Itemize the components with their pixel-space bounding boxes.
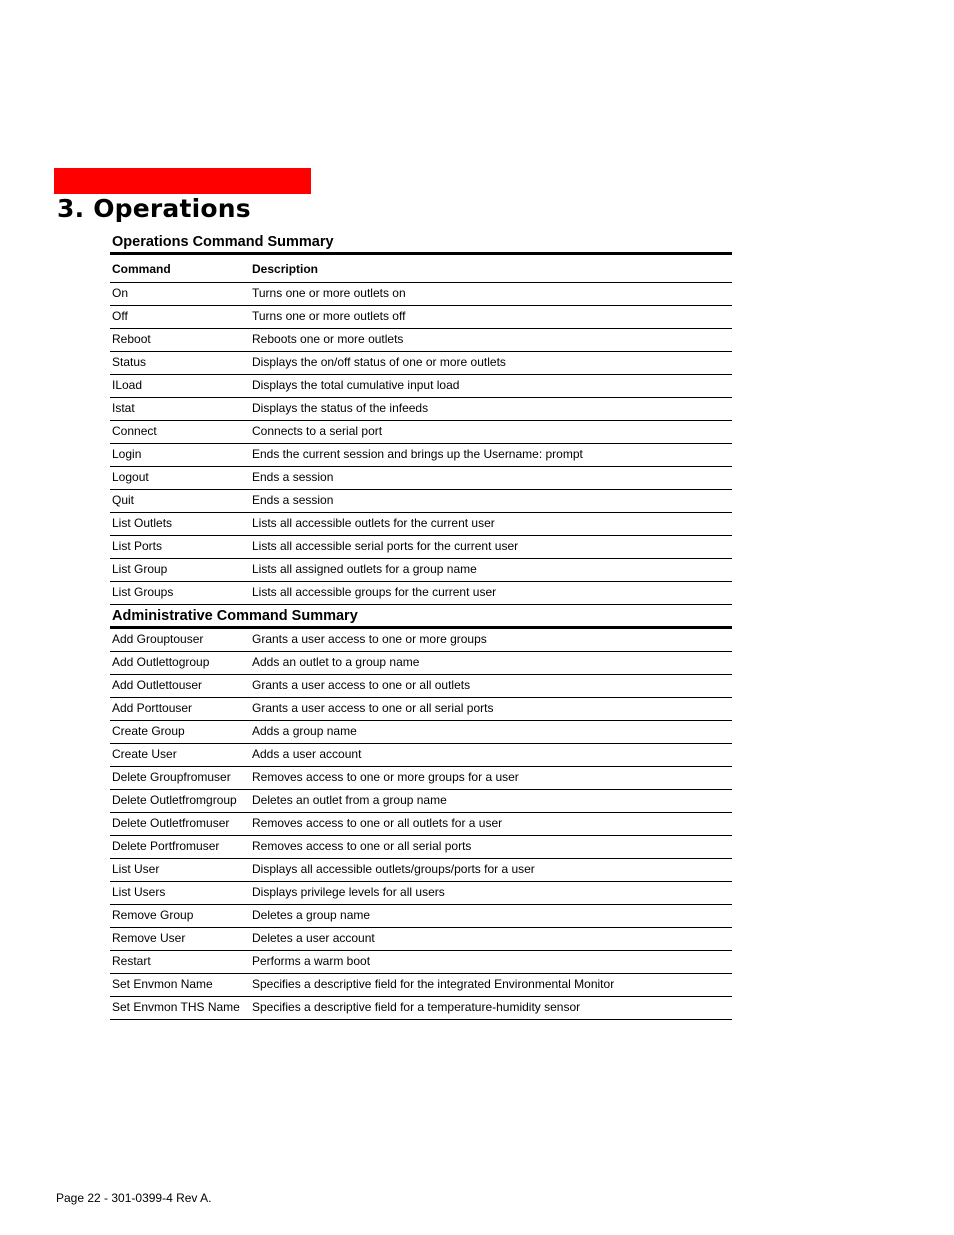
table-row — [110, 675, 732, 698]
command-cell: Delete Outletfromgroup — [110, 790, 250, 813]
description-cell: Grants a user access to one or all outlets — [250, 675, 732, 698]
table-row — [110, 306, 732, 329]
table-row — [110, 974, 732, 997]
table-row — [110, 997, 732, 1020]
table-row — [110, 329, 732, 352]
command-cell: Remove Group — [110, 905, 250, 928]
column-header-command: Command — [110, 255, 250, 283]
description-cell: Grants a user access to one or all serial ports — [250, 698, 732, 721]
description-cell: Lists all accessible outlets for the current user — [250, 513, 732, 536]
description-cell: Lists all accessible serial ports for the current user — [250, 536, 732, 559]
operations-section-title: Operations Command Summary — [110, 232, 732, 255]
command-cell: Status — [110, 352, 250, 375]
description-cell: Ends the current session and brings up the Username: prompt — [250, 444, 732, 467]
command-cell: Logout — [110, 467, 250, 490]
table-header-row — [110, 255, 732, 283]
table-row — [110, 490, 732, 513]
administrative-table-body — [110, 629, 732, 1020]
command-cell: Quit — [110, 490, 250, 513]
description-cell: Deletes an outlet from a group name — [250, 790, 732, 813]
table-row — [110, 790, 732, 813]
table-row — [110, 744, 732, 767]
command-cell: Off — [110, 306, 250, 329]
column-header-description: Description — [250, 255, 732, 283]
description-cell: Specifies a descriptive field for a temperature-humidity sensor — [250, 997, 732, 1020]
table-row — [110, 951, 732, 974]
description-cell: Removes access to one or all serial ports — [250, 836, 732, 859]
command-cell: List User — [110, 859, 250, 882]
description-cell: Deletes a user account — [250, 928, 732, 951]
table-row — [110, 928, 732, 951]
table-row — [110, 767, 732, 790]
table-row — [110, 559, 732, 582]
command-cell: Add Outlettouser — [110, 675, 250, 698]
command-cell: Create Group — [110, 721, 250, 744]
table-row — [110, 444, 732, 467]
table-row — [110, 859, 732, 882]
operations-command-table — [110, 255, 732, 605]
description-cell: Turns one or more outlets off — [250, 306, 732, 329]
administrative-section-title: Administrative Command Summary — [110, 606, 732, 629]
command-cell: Connect — [110, 421, 250, 444]
description-cell: Reboots one or more outlets — [250, 329, 732, 352]
description-cell: Adds a user account — [250, 744, 732, 767]
command-cell: Delete Outletfromuser — [110, 813, 250, 836]
description-cell: Removes access to one or more groups for a user — [250, 767, 732, 790]
description-cell: Adds an outlet to a group name — [250, 652, 732, 675]
description-cell: Removes access to one or all outlets for a user — [250, 813, 732, 836]
table-row — [110, 536, 732, 559]
description-cell: Specifies a descriptive field for the integrated Environmental Monitor — [250, 974, 732, 997]
command-cell: ILoad — [110, 375, 250, 398]
description-cell: Deletes a group name — [250, 905, 732, 928]
description-cell: Lists all assigned outlets for a group name — [250, 559, 732, 582]
command-cell: Restart — [110, 951, 250, 974]
command-cell: On — [110, 283, 250, 306]
command-cell: Istat — [110, 398, 250, 421]
table-row — [110, 836, 732, 859]
command-cell: List Users — [110, 882, 250, 905]
chapter-title: 3. Operations — [57, 194, 251, 223]
command-cell: List Groups — [110, 582, 250, 605]
description-cell: Displays privilege levels for all users — [250, 882, 732, 905]
command-cell: List Ports — [110, 536, 250, 559]
description-cell: Displays the on/off status of one or more outlets — [250, 352, 732, 375]
page-footer: Page 22 - 301-0399-4 Rev A. — [56, 1191, 212, 1205]
description-cell: Grants a user access to one or more groups — [250, 629, 732, 652]
description-cell: Adds a group name — [250, 721, 732, 744]
command-cell: Set Envmon Name — [110, 974, 250, 997]
table-row — [110, 398, 732, 421]
table-row — [110, 652, 732, 675]
table-row — [110, 513, 732, 536]
command-cell: List Outlets — [110, 513, 250, 536]
operations-command-summary — [110, 232, 732, 605]
command-cell: Add Outlettogroup — [110, 652, 250, 675]
table-row — [110, 421, 732, 444]
command-cell: Add Grouptouser — [110, 629, 250, 652]
command-cell: Add Porttouser — [110, 698, 250, 721]
command-cell: Remove User — [110, 928, 250, 951]
operations-table-body — [110, 283, 732, 605]
table-row — [110, 813, 732, 836]
description-cell: Connects to a serial port — [250, 421, 732, 444]
description-cell: Displays the total cumulative input load — [250, 375, 732, 398]
description-cell: Ends a session — [250, 467, 732, 490]
command-cell: Delete Groupfromuser — [110, 767, 250, 790]
description-cell: Lists all accessible groups for the current user — [250, 582, 732, 605]
table-row — [110, 629, 732, 652]
table-row — [110, 352, 732, 375]
description-cell: Displays all accessible outlets/groups/ports for a user — [250, 859, 732, 882]
command-cell: Set Envmon THS Name — [110, 997, 250, 1020]
table-row — [110, 467, 732, 490]
command-cell: Create User — [110, 744, 250, 767]
description-cell: Ends a session — [250, 490, 732, 513]
table-row — [110, 283, 732, 306]
table-row — [110, 375, 732, 398]
table-row — [110, 698, 732, 721]
table-row — [110, 721, 732, 744]
table-row — [110, 905, 732, 928]
chapter-accent-bar — [54, 168, 311, 194]
command-cell: Delete Portfromuser — [110, 836, 250, 859]
description-cell: Displays the status of the infeeds — [250, 398, 732, 421]
description-cell: Turns one or more outlets on — [250, 283, 732, 306]
command-cell: Reboot — [110, 329, 250, 352]
administrative-command-table — [110, 629, 732, 1020]
description-cell: Performs a warm boot — [250, 951, 732, 974]
command-cell: Login — [110, 444, 250, 467]
command-cell: List Group — [110, 559, 250, 582]
table-row — [110, 882, 732, 905]
administrative-command-summary — [110, 606, 732, 1020]
table-row — [110, 582, 732, 605]
